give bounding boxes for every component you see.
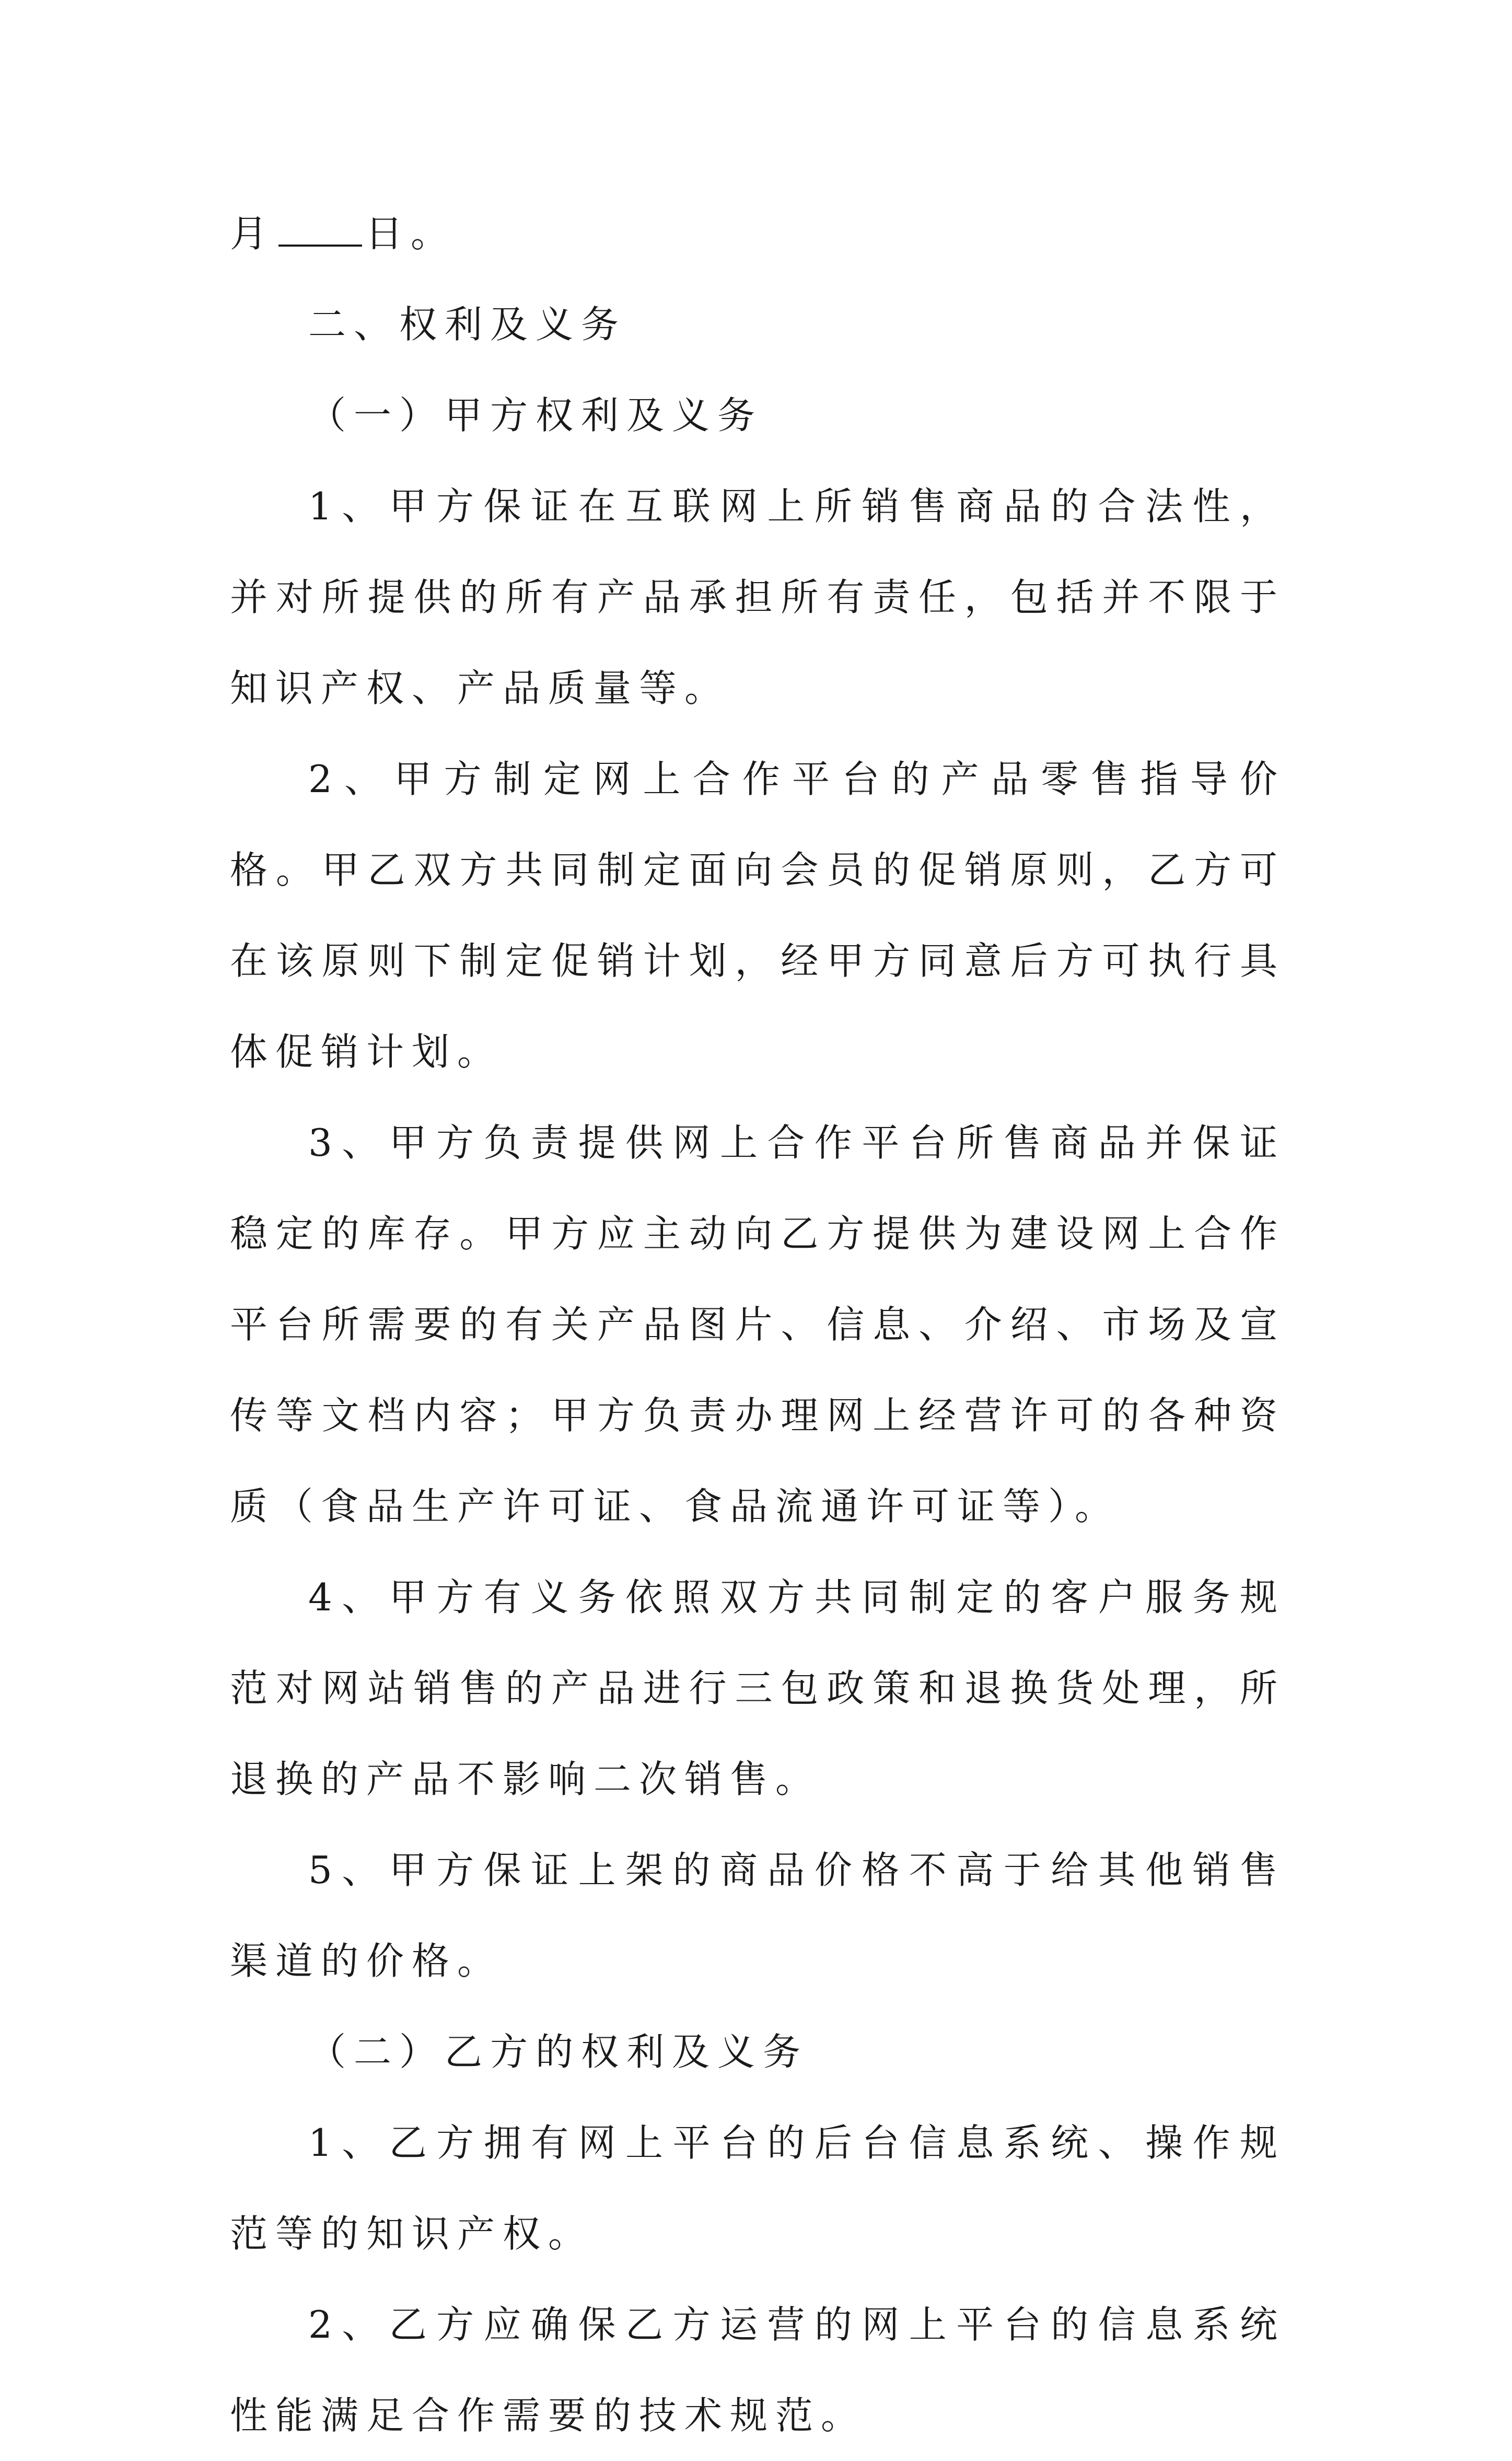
opening-line-suffix: 日。 [365,212,457,256]
date-blank [278,213,362,247]
part-a-item-3: 3、甲方负责提供网上合作平台所售商品并保证稳定的库存。甲方应主动向乙方提供为建设网上合作平台所需要的有关产品图片、信息、介绍、市场及宣传等文档内容；甲方负责办理网上经营许可的各种资质（食品生产许可证、食品流通许可证等）。 [230,1121,1285,1528]
section-heading: 二、权利及义务 [308,303,627,346]
document-page [230,188,1285,2461]
part-b-heading: （二）乙方的权利及义务 [308,2030,809,2074]
part-b-item-1: 1、乙方拥有网上平台的后台信息系统、操作规范等的知识产权。 [230,2121,1285,2256]
part-a-item-4: 4、甲方有义务依照双方共同制定的客户服务规范对网站销售的产品进行三包政策和退换货处理，所退换的产品不影响二次销售。 [230,1575,1285,1801]
part-b-item-2: 2、乙方应确保乙方运营的网上平台的信息系统性能满足合作需要的技术规范。 [230,2303,1285,2437]
part-a-item-5: 5、甲方保证上架的商品价格不高于给其他销售渠道的价格。 [230,1848,1285,1983]
part-a-heading: （一）甲方权利及义务 [308,393,763,437]
opening-line [230,188,1285,279]
opening-line-prefix: 月 [230,212,276,256]
part-a-item-2: 2、甲方制定网上合作平台的产品零售指导价格。甲乙双方共同制定面向会员的促销原则，乙方可在该原则下制定促销计划，经甲方同意后方可执行具体促销计划。 [230,757,1285,1074]
part-a-item-1: 1、甲方保证在互联网上所销售商品的合法性，并对所提供的所有产品承担所有责任，包括并不限于知识产权、产品质量等。 [230,484,1285,710]
